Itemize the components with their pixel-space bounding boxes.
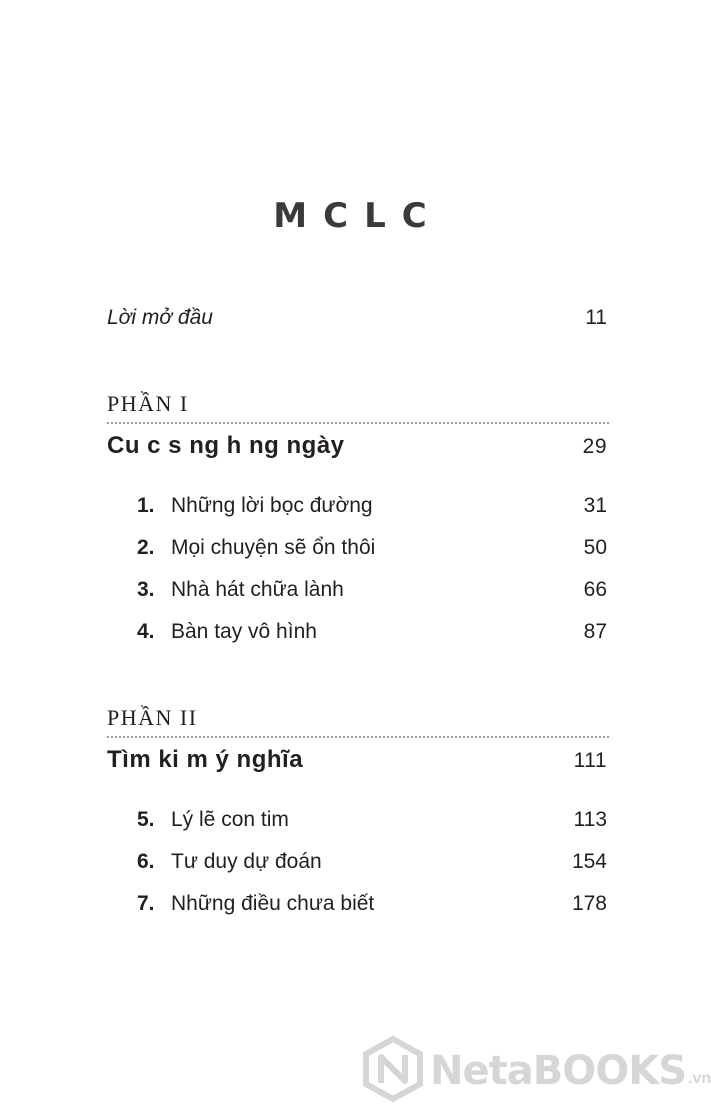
- chapter-title: Nhà hát chữa lành: [171, 578, 344, 601]
- part-title: Tìm ki m ý nghĩa: [107, 746, 304, 773]
- watermark-suffix: .vn: [688, 1070, 711, 1087]
- chapter-number: 1.: [137, 494, 155, 517]
- watermark-brand: NetaBOOKS: [430, 1048, 687, 1094]
- chapter-title: Những điều chưa biết: [171, 892, 375, 915]
- dotted-divider: [107, 736, 609, 738]
- chapter-page: 154: [571, 850, 607, 873]
- toc-chapter-entry[interactable]: [137, 892, 607, 916]
- part-label: PHẦN I: [107, 391, 189, 416]
- chapter-title: Tư duy dự đoán: [171, 850, 322, 873]
- page-title: MCLC: [273, 196, 443, 236]
- chapter-page: 50: [583, 536, 607, 559]
- part-page: 29: [582, 435, 607, 458]
- part-page: 111: [573, 749, 607, 772]
- chapter-page: 31: [583, 494, 607, 517]
- toc-chapter-entry[interactable]: [137, 808, 607, 832]
- chapter-title: Lý lẽ con tim: [171, 808, 289, 831]
- toc-chapter-entry[interactable]: [137, 620, 607, 644]
- watermark: [364, 1036, 711, 1106]
- toc-chapter-entry[interactable]: [137, 536, 607, 560]
- chapter-number: 6.: [137, 850, 155, 873]
- chapter-number: 7.: [137, 892, 155, 915]
- toc-entry-intro[interactable]: [107, 306, 607, 330]
- toc-chapter-entry[interactable]: [137, 494, 607, 518]
- chapter-page: 178: [571, 892, 607, 915]
- toc-part-heading[interactable]: [107, 746, 607, 774]
- toc-chapter-entry[interactable]: [137, 850, 607, 874]
- chapter-page: 113: [573, 808, 607, 831]
- chapter-page: 87: [583, 620, 607, 643]
- chapter-page: 66: [583, 578, 607, 601]
- part-title: Cu c s ng h ng ngày: [107, 432, 345, 459]
- chapter-number: 5.: [137, 808, 155, 831]
- toc-entry-title: Lời mở đầu: [107, 306, 213, 329]
- chapter-number: 3.: [137, 578, 155, 601]
- chapter-title: Những lời bọc đường: [171, 494, 373, 517]
- toc-part-heading[interactable]: [107, 432, 607, 460]
- netabooks-logo-icon: [364, 1037, 422, 1106]
- part-label: PHẦN II: [107, 705, 198, 730]
- dotted-divider: [107, 422, 609, 424]
- chapter-number: 2.: [137, 536, 155, 559]
- chapter-title: Bàn tay vô hình: [171, 620, 317, 643]
- chapter-number: 4.: [137, 620, 155, 643]
- toc-chapter-entry[interactable]: [137, 578, 607, 602]
- toc-entry-page: 11: [585, 306, 607, 329]
- chapter-title: Mọi chuyện sẽ ổn thôi: [171, 536, 376, 559]
